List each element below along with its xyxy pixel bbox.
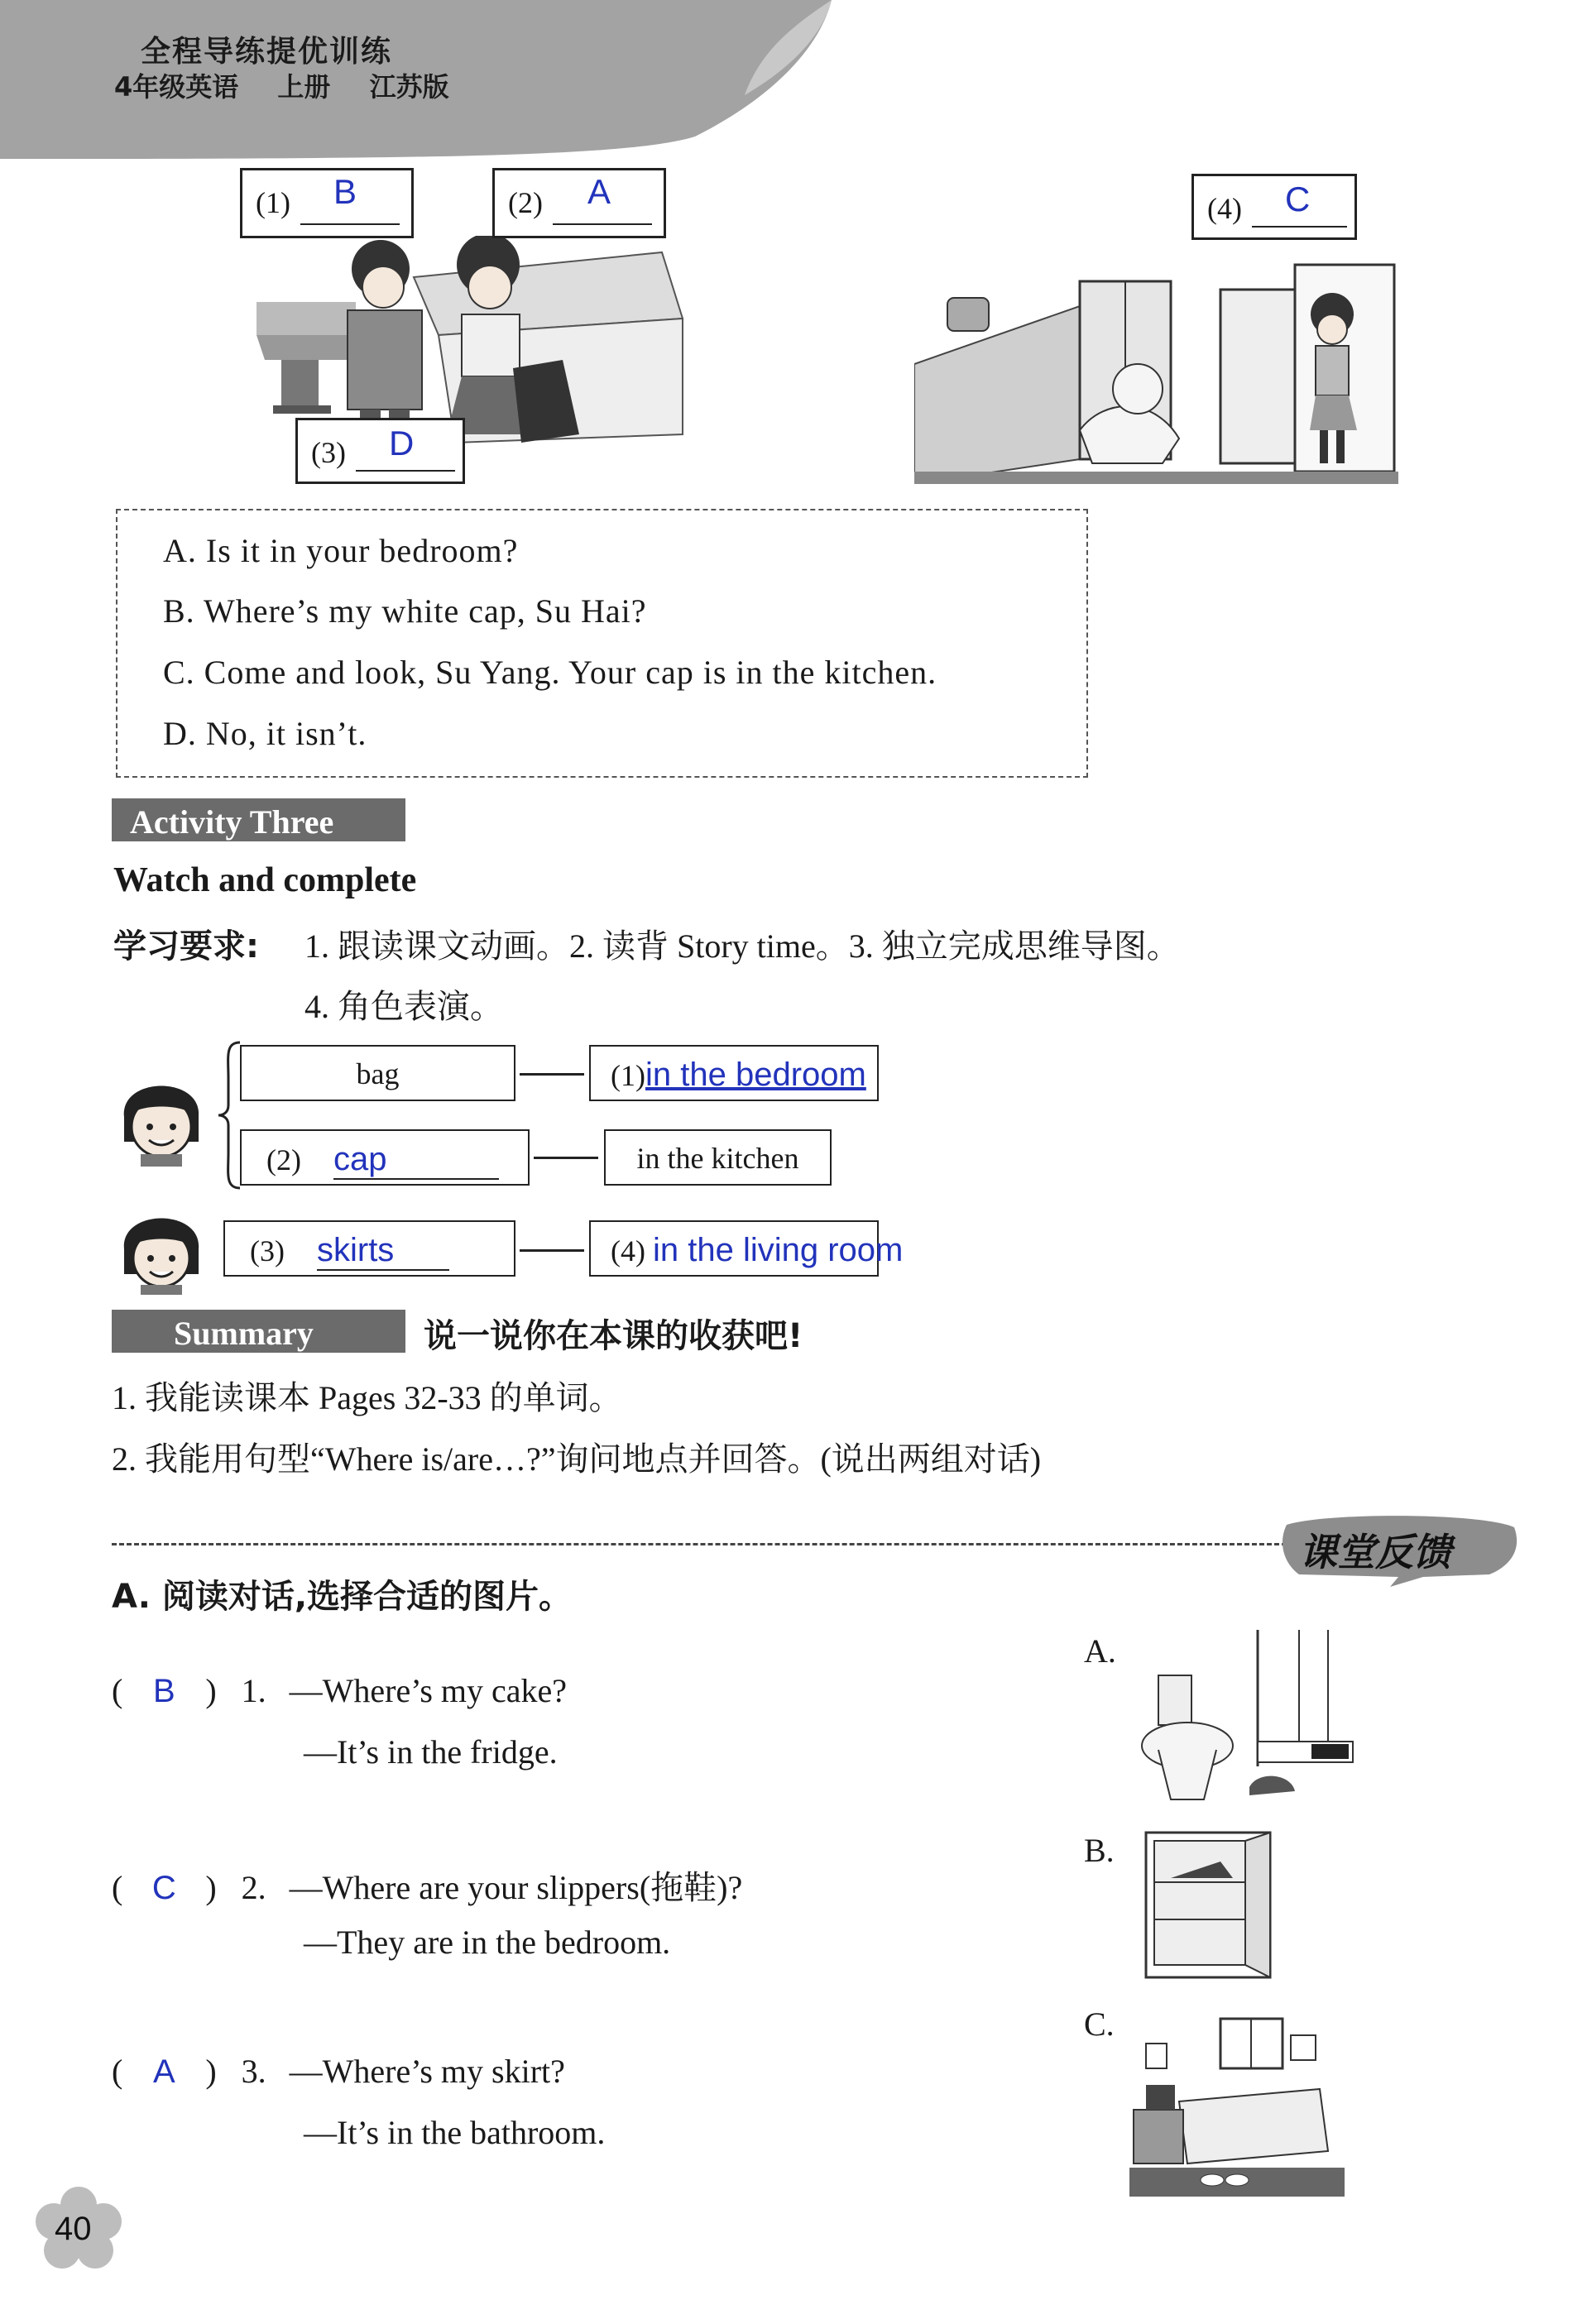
- blank-number: (3): [250, 1234, 285, 1267]
- callout-3: [295, 418, 465, 484]
- question-text: —Where’s my skirt?: [289, 2053, 565, 2090]
- question-number: 1.: [241, 1672, 266, 1709]
- feedback-badge: [1274, 1512, 1522, 1587]
- question-number: 3.: [241, 2053, 266, 2090]
- mindmap-place-kitchen: [604, 1129, 832, 1186]
- answer-text: cap: [333, 1141, 499, 1180]
- summary-title: 说一说你在本课的收获吧!: [424, 1317, 803, 1355]
- paren-open: (: [112, 2053, 123, 2090]
- question-3: [112, 2052, 980, 2151]
- girl-avatar-icon: [112, 1204, 211, 1295]
- summary-item-1: 1. 我能读课本 Pages 32-33 的单词。: [112, 1379, 622, 1416]
- requirements-label: 学习要求:: [113, 927, 259, 966]
- blank-number: (2): [266, 1143, 301, 1176]
- answer-line: [356, 470, 455, 472]
- volume-label: 上册: [277, 71, 331, 103]
- answer-line: [300, 223, 400, 225]
- summary-banner: Summary: [112, 1310, 405, 1353]
- grade-label: 4年级英语: [114, 71, 239, 103]
- answer-line-text: —It’s in the bathroom.: [304, 2114, 606, 2151]
- answer-text: A: [152, 2053, 175, 2090]
- bathroom-picture: [1134, 1626, 1357, 1816]
- blank-number: (1): [611, 1059, 645, 1092]
- item-label: bag: [356, 1057, 400, 1090]
- paren-close: ): [205, 2053, 217, 2090]
- section-divider: [112, 1543, 1287, 1545]
- question-text: —Where are your slippers(拖鞋)?: [289, 1869, 743, 1906]
- picture-label-a: A.: [1084, 1632, 1116, 1670]
- blank-number: (4): [611, 1234, 645, 1267]
- option-d: D. No, it isn’t.: [163, 715, 367, 752]
- book-title: 全程导练提优训练: [141, 35, 393, 69]
- callout-2: [492, 168, 666, 238]
- section-a-title: A. 阅读对话,选择合适的图片。: [112, 1578, 573, 1616]
- answer-line-text: —They are in the bedroom.: [304, 1924, 671, 1961]
- requirements-line-2: 4. 角色表演。: [304, 988, 503, 1025]
- answer-text: A: [587, 172, 611, 211]
- option-c: C. Come and look, Su Yang. Your cap is in the kitchen.: [163, 654, 937, 691]
- activity-three-banner: Activity Three: [112, 798, 405, 841]
- answer-text: in the living room: [652, 1232, 904, 1268]
- connector: [520, 1249, 584, 1252]
- connector: [520, 1073, 584, 1076]
- place-label: in the kitchen: [636, 1142, 799, 1175]
- page-number: 40: [55, 2211, 92, 2247]
- answer-line: [553, 223, 652, 225]
- question-number: 2.: [241, 1869, 266, 1906]
- answer-text: B: [152, 1673, 175, 1709]
- requirements-line-1: 1. 跟读课文动画。2. 读背 Story time。3. 独立完成思维导图。: [304, 927, 1180, 965]
- callout-number: (2): [508, 186, 543, 219]
- callout-4: [1191, 174, 1357, 240]
- edition-label: 江苏版: [369, 71, 449, 103]
- paren-close: ): [205, 1869, 217, 1906]
- answer-text: in the bedroom: [645, 1057, 866, 1093]
- bedroom-picture: [1129, 2010, 1345, 2197]
- callout-1: [240, 168, 414, 238]
- answer-text: skirts: [317, 1232, 449, 1271]
- callout-number: (1): [256, 186, 290, 219]
- question-text: —Where’s my cake?: [289, 1672, 568, 1709]
- connector: [534, 1157, 598, 1159]
- option-a: A. Is it in your bedroom?: [163, 532, 519, 569]
- answer-text: D: [389, 424, 415, 462]
- mindmap-item-bag: [240, 1045, 515, 1101]
- picture-label-c: C.: [1084, 2005, 1115, 2043]
- kitchen-scene-illustration: [914, 248, 1398, 484]
- mindmap-place-4: [589, 1220, 904, 1277]
- paren-open: (: [112, 1672, 123, 1709]
- mindmap-place-1: [589, 1045, 879, 1101]
- answer-text: C: [1285, 180, 1311, 218]
- badge-label: 课堂反馈: [1299, 1530, 1451, 1574]
- answer-text: B: [333, 172, 357, 211]
- answer-text: C: [151, 1870, 176, 1906]
- fridge-picture: [1138, 1824, 1287, 1986]
- question-2: [112, 1862, 980, 1961]
- option-b: B. Where’s my white cap, Su Hai?: [163, 592, 647, 630]
- dialogue-options-box: [116, 509, 1088, 778]
- paren-close: ): [205, 1672, 217, 1709]
- callout-number: (4): [1207, 192, 1242, 225]
- book-subtitle: [114, 66, 479, 104]
- answer-line-text: —It’s in the fridge.: [304, 1733, 558, 1771]
- paren-open: (: [112, 1869, 123, 1906]
- mindmap-item-3: [223, 1220, 515, 1277]
- answer-line: [1252, 226, 1347, 228]
- callout-number: (3): [311, 436, 346, 469]
- question-1: [112, 1671, 980, 1771]
- brace: [217, 1041, 242, 1190]
- mindmap-item-2: [240, 1129, 530, 1186]
- activity-three-heading: Watch and complete: [113, 861, 417, 899]
- picture-label-b: B.: [1084, 1832, 1115, 1869]
- girl-avatar-icon: [112, 1067, 211, 1167]
- summary-item-2: 2. 我能用句型“Where is/are…?”询问地点并回答。(说出两组对话): [112, 1440, 1042, 1478]
